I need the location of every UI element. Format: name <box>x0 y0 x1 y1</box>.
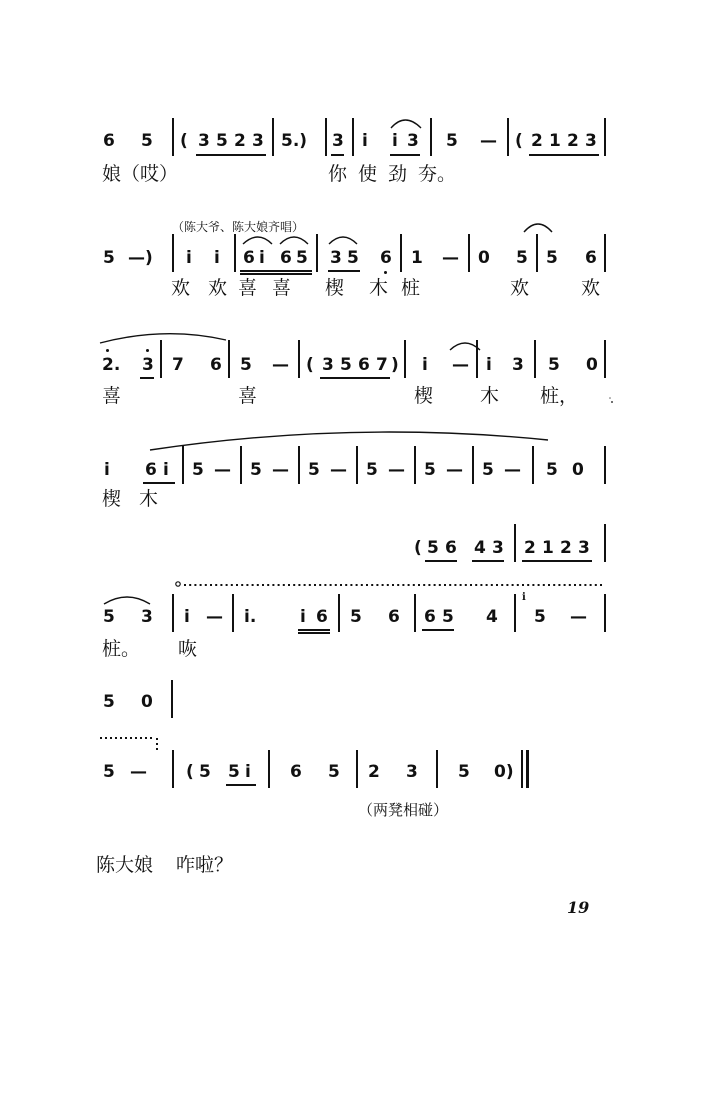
note: 1 <box>549 131 561 151</box>
lyric: 欢 <box>208 277 228 299</box>
dotted-line-start <box>176 582 180 586</box>
note: 2 <box>524 538 536 558</box>
slur <box>104 597 150 604</box>
note: i <box>214 248 220 268</box>
note: 6 <box>380 248 392 268</box>
lyric: 喜 <box>102 385 122 407</box>
note: i <box>104 460 110 480</box>
note: 0) <box>494 762 514 782</box>
note: — <box>130 762 147 782</box>
lyric: 桩 <box>401 277 421 299</box>
lyric: 咴 <box>178 638 198 660</box>
note: — <box>206 607 223 627</box>
note: 7 <box>376 355 388 375</box>
note: 6 <box>290 762 302 782</box>
note: — <box>330 460 347 480</box>
note: 5 <box>340 355 352 375</box>
note: 3 <box>198 131 210 151</box>
note: 5 <box>546 460 558 480</box>
note: i <box>486 355 492 375</box>
note: ) <box>391 355 399 375</box>
note: 5 <box>546 248 558 268</box>
note: 5 <box>482 460 494 480</box>
note: ( <box>515 131 523 151</box>
note: i <box>186 248 192 268</box>
note: i <box>245 762 251 782</box>
tie <box>150 432 548 450</box>
note: — <box>272 460 289 480</box>
note: 5 <box>366 460 378 480</box>
note: 6 <box>358 355 370 375</box>
note: 5 <box>199 762 211 782</box>
note: 6 <box>424 607 436 627</box>
note: — <box>504 460 521 480</box>
note: i. <box>244 607 257 627</box>
note: 3 <box>252 131 264 151</box>
note: i <box>300 607 306 627</box>
note: 2. <box>102 355 121 375</box>
note: — <box>480 131 497 151</box>
note: — <box>442 248 459 268</box>
note: — <box>388 460 405 480</box>
slur <box>524 224 552 232</box>
dialogue-line: 咋啦？ <box>176 854 234 876</box>
speck <box>611 401 613 403</box>
note: 5 <box>427 538 439 558</box>
slur <box>100 334 226 343</box>
note: 5 <box>240 355 252 375</box>
note: i <box>184 607 190 627</box>
note: — <box>214 460 231 480</box>
note: 6 <box>445 538 457 558</box>
note: 1 <box>411 248 423 268</box>
note: 6 <box>210 355 222 375</box>
note: 5 <box>534 607 546 627</box>
note: ( <box>180 131 188 151</box>
lyric: 娘（哎） <box>102 163 179 185</box>
note: 6 <box>388 607 400 627</box>
note: 3 <box>406 762 418 782</box>
lyric: 欢 <box>581 277 601 299</box>
note: 5 <box>442 607 454 627</box>
note: 6 <box>316 607 328 627</box>
lyric: 你 <box>328 163 348 185</box>
note: 5 <box>103 248 115 268</box>
note: ( <box>414 538 422 558</box>
lyric: 楔 <box>414 385 434 407</box>
lyric: 楔 <box>325 277 345 299</box>
note: 5 <box>296 248 308 268</box>
lyric: 木 <box>369 277 389 299</box>
note: 0 <box>478 248 490 268</box>
lyric: 劲 <box>388 163 408 185</box>
note: 5 <box>103 607 115 627</box>
lyric: 桩。 <box>102 638 141 660</box>
note: 1 <box>542 538 554 558</box>
note: 2 <box>567 131 579 151</box>
note: 2 <box>531 131 543 151</box>
note: 3 <box>330 248 342 268</box>
note: 0 <box>586 355 598 375</box>
note: 3 <box>578 538 590 558</box>
note: ( <box>186 762 194 782</box>
note: 3 <box>492 538 504 558</box>
slur <box>391 120 421 128</box>
note: 6 <box>585 248 597 268</box>
performer-note: （陈大爷、陈大娘齐唱） <box>172 220 305 234</box>
note: 5 <box>228 762 240 782</box>
note: 5 <box>141 131 153 151</box>
note: 5 <box>308 460 320 480</box>
note: 5.) <box>281 131 308 151</box>
lyric: 欢 <box>510 277 530 299</box>
lyric: 喜 <box>272 277 292 299</box>
note: 3 <box>407 131 419 151</box>
note: 5 <box>446 131 458 151</box>
note: 0 <box>572 460 584 480</box>
note: 6 <box>280 248 292 268</box>
note: i <box>362 131 368 151</box>
note: 7 <box>172 355 184 375</box>
page-number: 19 <box>567 898 590 917</box>
note: 3 <box>141 607 153 627</box>
speaker-name: 陈大娘 <box>96 854 154 876</box>
note: i <box>259 248 265 268</box>
note: — <box>272 355 289 375</box>
note: —) <box>128 248 153 268</box>
note: ( <box>306 355 314 375</box>
note: 4 <box>474 538 486 558</box>
lyric: 木 <box>480 385 500 407</box>
note: 2 <box>234 131 246 151</box>
lyric: 欢 <box>171 277 191 299</box>
note: 2 <box>368 762 380 782</box>
note: 5 <box>548 355 560 375</box>
lyric: 使 <box>358 163 378 185</box>
note: i <box>422 355 428 375</box>
note: 6 <box>103 131 115 151</box>
lyric: 桩， <box>540 385 579 407</box>
note: 5 <box>424 460 436 480</box>
note: 3 <box>332 131 344 151</box>
note: 3 <box>585 131 597 151</box>
note: 5 <box>347 248 359 268</box>
note: 0 <box>141 692 153 712</box>
lyric: 夯。 <box>418 163 457 185</box>
speck <box>609 397 611 399</box>
note: 3 <box>322 355 334 375</box>
note: 3 <box>142 355 154 375</box>
note: — <box>452 355 469 375</box>
note: 5 <box>103 762 115 782</box>
note: 5 <box>216 131 228 151</box>
slur <box>243 237 272 244</box>
lyric: 木 <box>139 488 159 510</box>
lyric: 喜 <box>238 385 258 407</box>
note: 5 <box>458 762 470 782</box>
lyric: 楔 <box>102 488 122 510</box>
lyric: 喜 <box>238 277 258 299</box>
note: i <box>163 460 169 480</box>
note: 3 <box>512 355 524 375</box>
note: 6 <box>145 460 157 480</box>
stage-direction: （两凳相碰） <box>358 801 449 819</box>
note: 4 <box>486 607 498 627</box>
slur <box>450 343 480 350</box>
grace-note: i <box>522 592 526 603</box>
note: 6 <box>243 248 255 268</box>
slur <box>280 237 308 244</box>
note: 5 <box>192 460 204 480</box>
note: 5 <box>103 692 115 712</box>
note: 5 <box>250 460 262 480</box>
note: 5 <box>350 607 362 627</box>
note: 5 <box>328 762 340 782</box>
note: — <box>446 460 463 480</box>
note: i <box>392 131 398 151</box>
slur <box>329 237 357 244</box>
note: 2 <box>560 538 572 558</box>
note: 5 <box>516 248 528 268</box>
note: — <box>570 607 587 627</box>
